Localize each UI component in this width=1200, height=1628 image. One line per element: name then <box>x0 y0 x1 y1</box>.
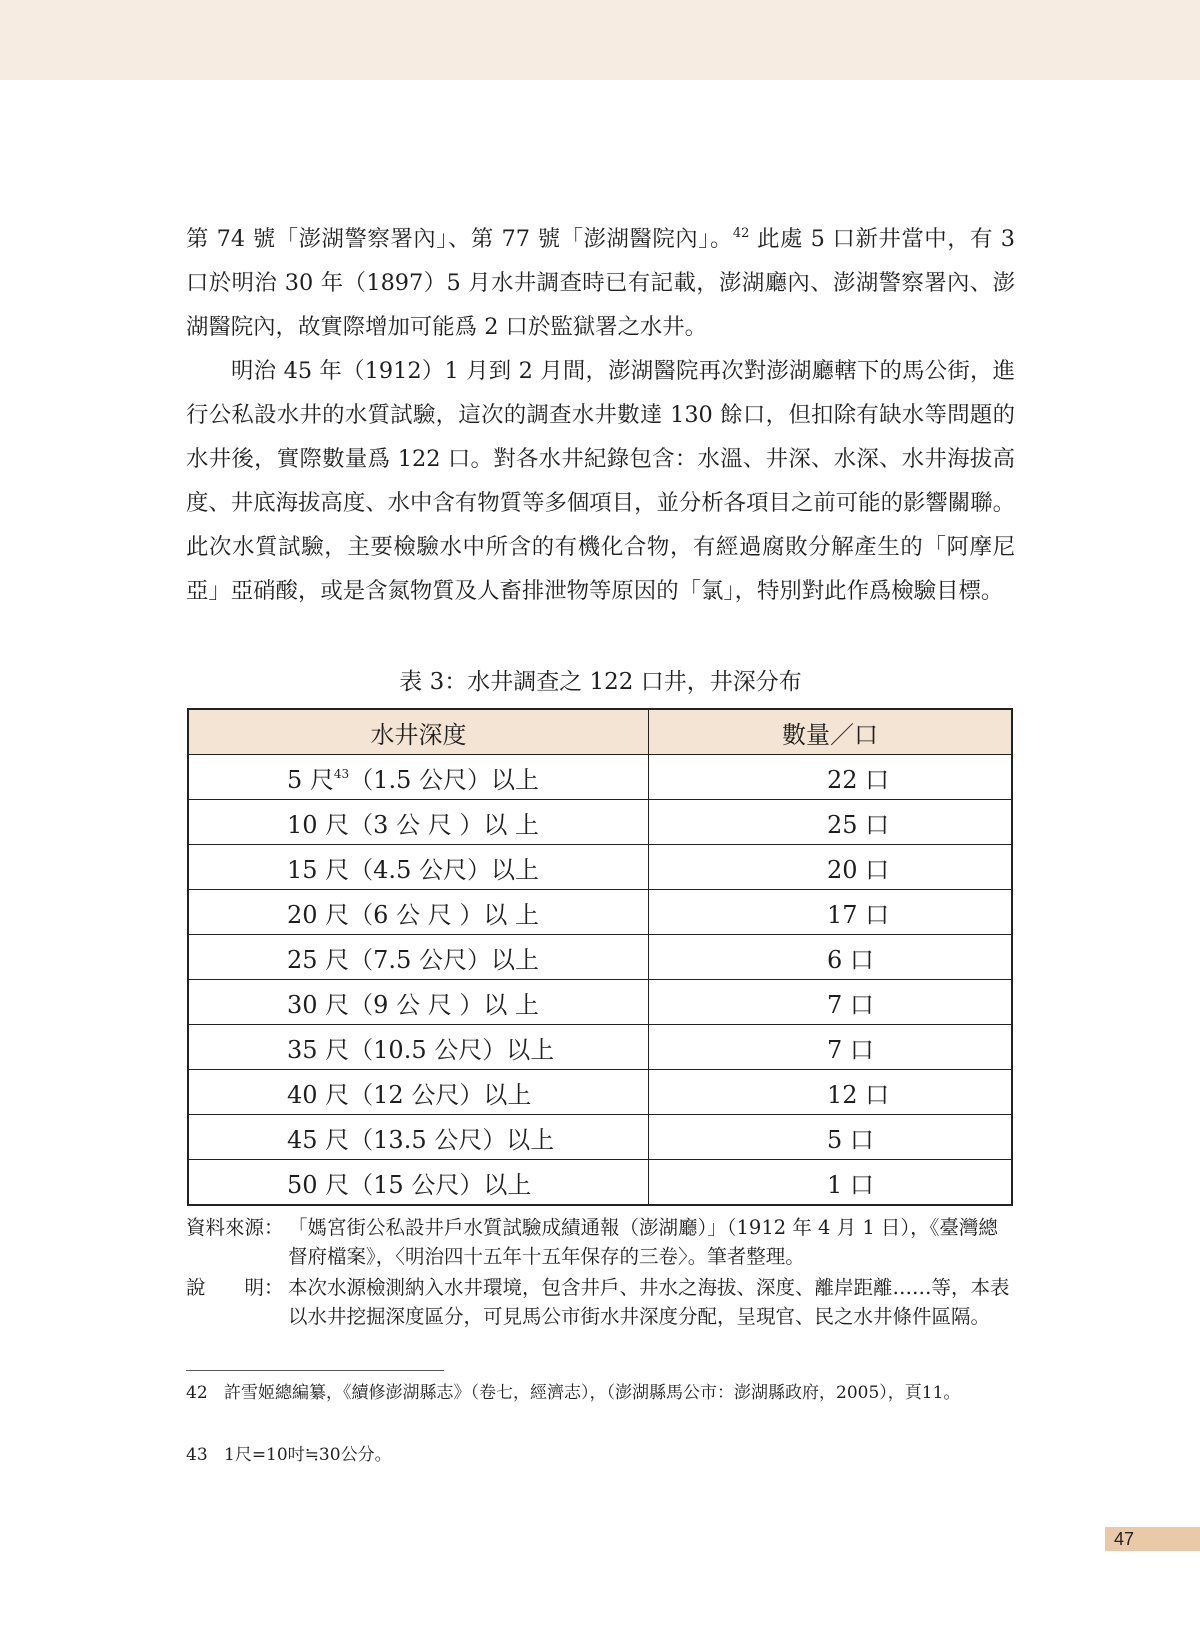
table-row <box>188 1070 1012 1115</box>
depth-cell: 40 尺（12 公尺）以上 <box>188 1070 649 1115</box>
count-cell: 20 口 <box>649 845 1013 890</box>
footnote-number: 42 <box>186 1383 208 1403</box>
depth-cell: 10 尺（3 公 尺 ）以 上 <box>188 800 649 845</box>
depth-cell: 30 尺（9 公 尺 ）以 上 <box>188 980 649 1025</box>
source-label: 資料來源： <box>186 1216 284 1239</box>
count-cell: 12 口 <box>649 1070 1013 1115</box>
count-cell: 1 口 <box>649 1160 1013 1206</box>
depth-cell: 20 尺（6 公 尺 ）以 上 <box>188 890 649 935</box>
top-decorative-band <box>0 0 1200 80</box>
footnote-text: 1尺=10吋≒30公分。 <box>224 1445 392 1465</box>
count-cell: 7 口 <box>649 1025 1013 1070</box>
explanation-label: 說 明： <box>186 1276 284 1299</box>
explanation-text: 本次水源檢測納入水井環境，包含井戶、井水之海拔、深度、離岸距離……等，本表以水井挖掘深度區分，可見馬公市街水井深度分配，呈現官、民之水井條件區隔。 <box>288 1276 1010 1328</box>
count-cell: 25 口 <box>649 800 1013 845</box>
table-header-row <box>188 709 1012 755</box>
page-number: 47 <box>1114 1529 1135 1549</box>
footnote-43 <box>186 1440 1015 1471</box>
count-cell: 7 口 <box>649 980 1013 1025</box>
table-caption: 表 3：水井調查之 122 口井，井深分布 <box>399 669 802 695</box>
footnote-42 <box>186 1378 1015 1409</box>
depth-cell: 50 尺（15 公尺）以上 <box>188 1160 649 1206</box>
table-row <box>188 1025 1012 1070</box>
paragraph-1-text-a: 第 74 號「澎湖警察署內」、第 77 號「澎湖醫院內」。 <box>186 226 733 252</box>
header-count: 數量／口 <box>649 709 1013 755</box>
depth-cell: 35 尺（10.5 公尺）以上 <box>188 1025 649 1070</box>
header-well-depth: 水井深度 <box>188 709 649 755</box>
count-cell: 5 口 <box>649 1115 1013 1160</box>
footnote-ref-42[interactable]: 42 <box>732 226 750 241</box>
count-cell: 17 口 <box>649 890 1013 935</box>
depth-cell: 25 尺（7.5 公尺）以上 <box>188 935 649 980</box>
table-row <box>188 890 1012 935</box>
table-row <box>188 800 1012 845</box>
body-paragraph-1 <box>186 217 1015 349</box>
table-row <box>188 845 1012 890</box>
table-source-note <box>186 1213 1016 1271</box>
table-row <box>188 980 1012 1025</box>
depth-cell: 45 尺（13.5 公尺）以上 <box>188 1115 649 1160</box>
footnote-number: 43 <box>186 1445 208 1465</box>
paragraph-1-text-b: 此處 5 口新井當中，有 3 口於明治 30 年（1897）5 月水井調查時已有記載，澎湖廳內、澎湖警察署內、澎湖醫院內，故實際增加可能爲 2 口於監獄署之水井。 <box>186 226 1015 340</box>
well-depth-table <box>187 708 1013 1206</box>
table-row <box>188 1160 1012 1206</box>
table-row <box>188 1115 1012 1160</box>
depth-cell: 15 尺（4.5 公尺）以上 <box>188 845 649 890</box>
source-text: 「媽宮街公私設井戶水質試驗成績通報（澎湖廳）」（1912 年 4 月 1 日），《臺灣總督府檔案》，〈明治四十五年十五年保存的三卷〉。筆者整理。 <box>288 1216 998 1268</box>
body-paragraph-2: 明治 45 年（1912）1 月到 2 月間，澎湖醫院再次對澎湖廳轄下的馬公街，進行公私設水井的水質試驗，這次的調查水井數達 130 餘口，但扣除有缺水等問題的水井後，實際數量爲 122 口。對各水井紀錄包含：水溫、井深、水深、水井海拔高度、井底海拔高度、水中含有物質等多個項目，並分析各項目之前可能的影響關聯。此次水質試驗，主要檢驗水中所含的有機化合物，有經過腐敗分解產生的「阿摩尼亞」亞硝酸，或是含氮物質及人畜排泄物等原因的「氯」，特別對此作爲檢驗目標。 <box>186 358 1015 604</box>
table-explanation-note <box>186 1273 1016 1331</box>
depth-cell: 5 尺$^{43}$（1.5 公尺）以上 <box>188 755 649 800</box>
table-row <box>188 935 1012 980</box>
table-row <box>188 755 1012 800</box>
count-cell: 6 口 <box>649 935 1013 980</box>
footnote-ref-43[interactable]: 43 <box>333 766 350 781</box>
count-cell: 22 口 <box>649 755 1013 800</box>
footnote-divider <box>186 1370 444 1371</box>
footnote-text: 許雪姬總編纂，《續修澎湖縣志》（卷七，經濟志），（澎湖縣馬公市：澎湖縣政府，2005），頁11。 <box>224 1383 961 1403</box>
